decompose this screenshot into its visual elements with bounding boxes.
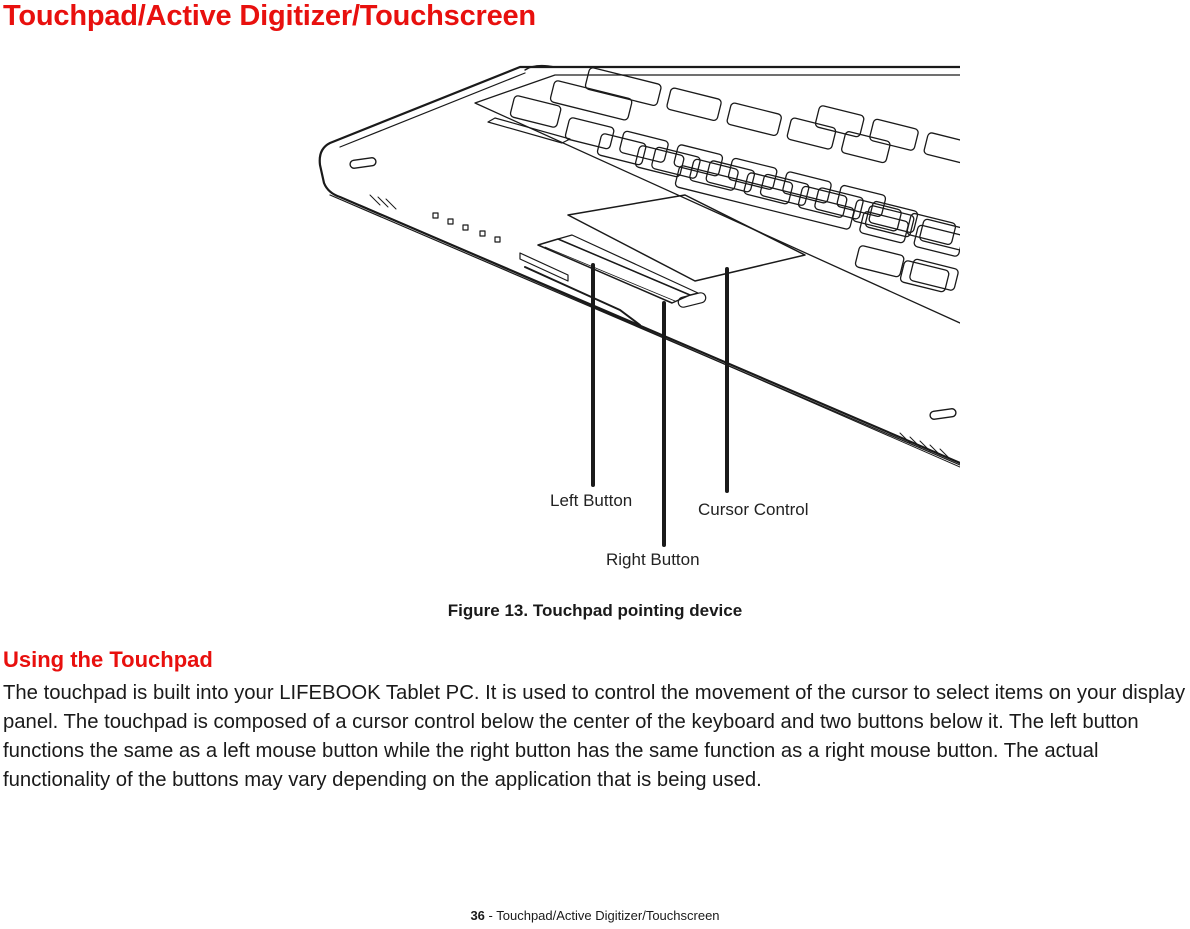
cursor-control-callout: Cursor Control: [698, 500, 809, 519]
touchpad-right-button: [558, 235, 698, 295]
keyboard-keys: [510, 67, 970, 292]
footer-section-name: Touchpad/Active Digitizer/Touchscreen: [496, 908, 720, 923]
page-title: Touchpad/Active Digitizer/Touchscreen: [3, 0, 536, 32]
chassis-lower-edge: [330, 195, 960, 465]
laptop-illustration: [300, 55, 970, 575]
touchpad-figure: [300, 55, 970, 575]
body-paragraph: The touchpad is built into your LIFEBOOK Tablet PC. It is used to control the movement of the cursor to select items on your display panel. The touchpad is composed of a cursor control below the center of the keyboard and two buttons below it. The left button functions the same as a left mouse button while the right button has the same function as a right mouse button. The actual functionality of the buttons may vary depending on the application that is being used.: [3, 682, 1186, 791]
left-button-callout: Left Button: [550, 491, 633, 510]
chassis-outline: [320, 67, 960, 463]
page-number: 36: [470, 908, 485, 923]
footer-separator: -: [484, 908, 497, 923]
right-button-callout: Right Button: [606, 550, 700, 569]
figure-caption: Figure 13. Touchpad pointing device: [447, 601, 743, 620]
section-heading: Using the Touchpad: [3, 647, 213, 672]
chassis-bottom-edge: [360, 205, 960, 467]
chassis-top-edge: [340, 73, 525, 147]
page-footer: [0, 908, 1190, 923]
touchpad-surface: [568, 195, 805, 281]
